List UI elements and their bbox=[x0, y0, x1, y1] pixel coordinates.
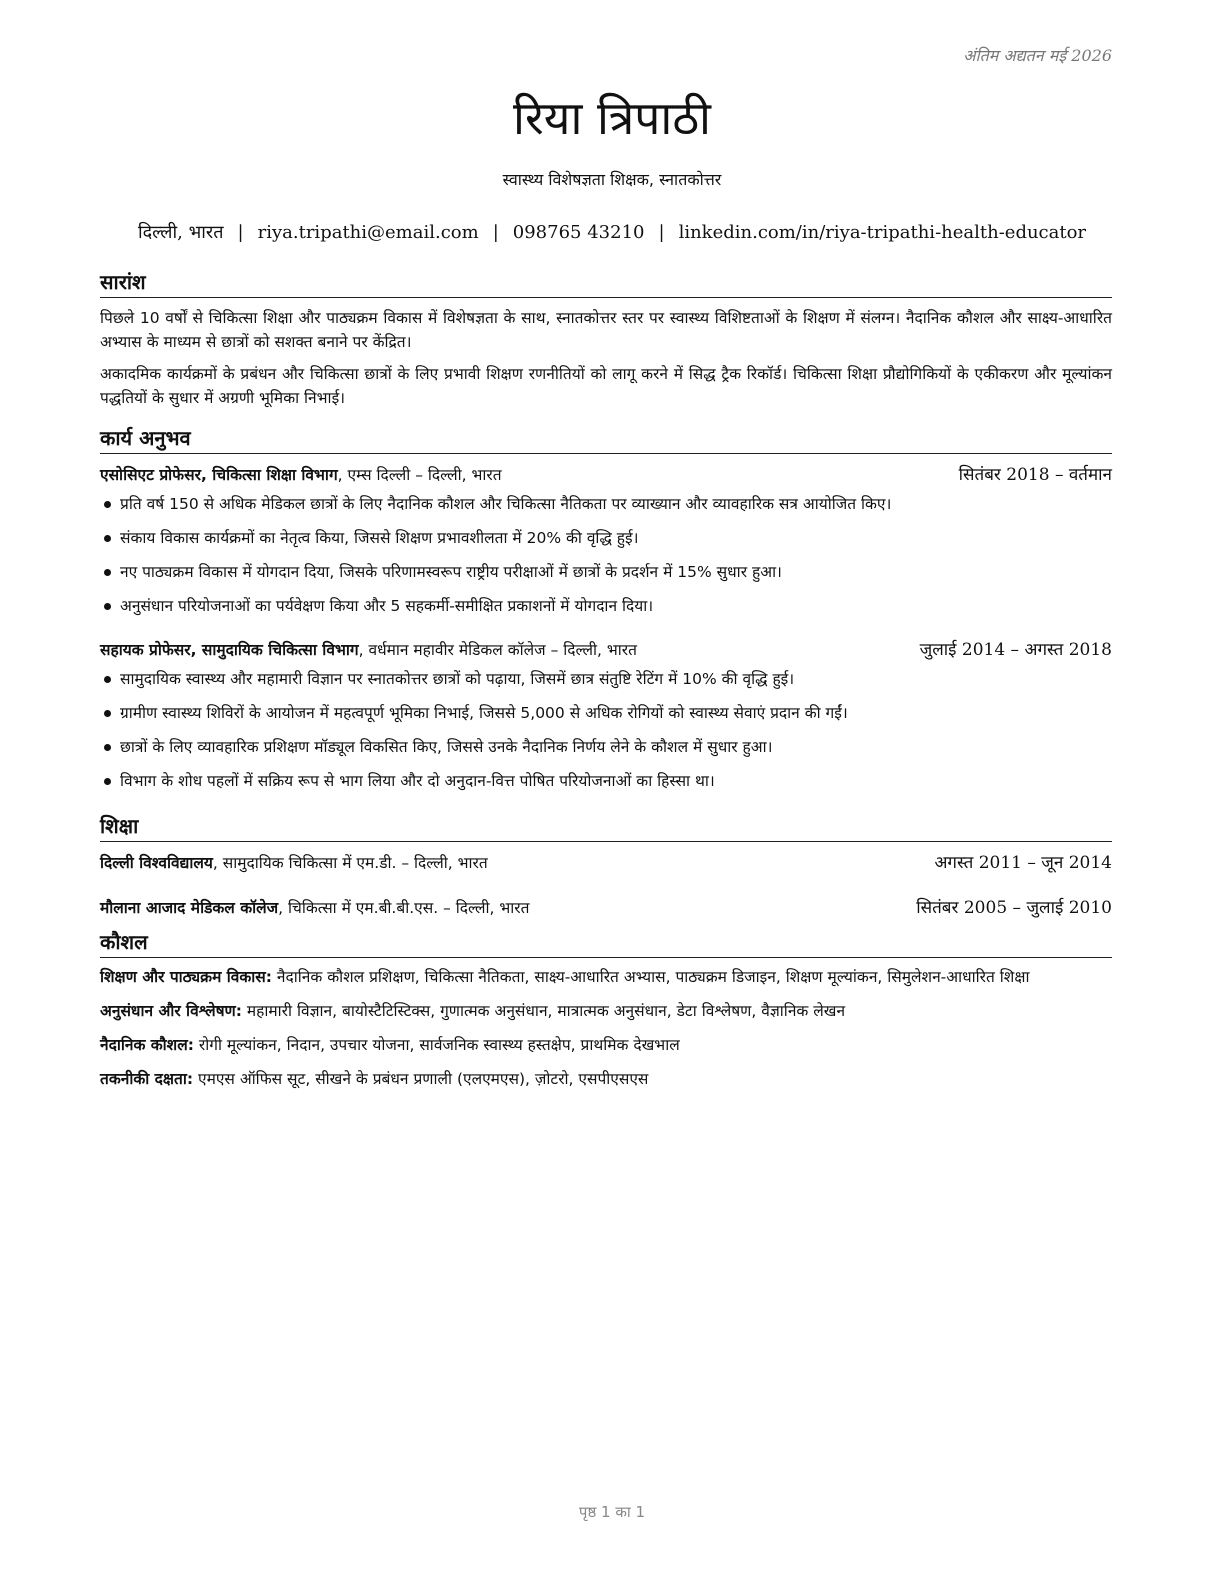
bullet-text: विभाग के शोध पहलों में सक्रिय रूप से भाग लिया और दो अनुदान-वित्त पोषित परियोजनाओं का हिस्सा था। bbox=[120, 772, 715, 790]
job-bullets bbox=[100, 487, 1112, 623]
list-item bbox=[100, 521, 1112, 555]
education-school: दिल्ली विश्वविद्यालय bbox=[100, 854, 213, 872]
education-school: मौलाना आजाद मेडिकल कॉलेज bbox=[100, 899, 279, 917]
skill-line bbox=[100, 1068, 1112, 1090]
job-title: सहायक प्रोफेसर, सामुदायिक चिकित्सा विभाग bbox=[100, 641, 359, 659]
job-dates: सितंबर 2018 – वर्तमान bbox=[958, 465, 1112, 485]
education-row bbox=[100, 850, 1112, 873]
job-title-line bbox=[100, 463, 502, 485]
skill-label: शिक्षण और पाठ्यक्रम विकास: bbox=[100, 968, 272, 986]
bullet-icon bbox=[104, 778, 111, 785]
resume-content bbox=[100, 268, 1112, 1102]
separator: | bbox=[492, 222, 499, 243]
contact-location: दिल्ली, भारत bbox=[137, 222, 224, 243]
education-line bbox=[100, 896, 529, 918]
skill-label: तकनीकी दक्षता: bbox=[100, 1070, 194, 1088]
education-detail: , चिकित्सा में एम.बी.बी.एस. – दिल्ली, भारत bbox=[278, 899, 530, 917]
contact-line bbox=[0, 220, 1224, 244]
bullet-icon bbox=[104, 569, 111, 576]
contact-linkedin[interactable]: linkedin.com/in/riya-tripathi-health-educator bbox=[678, 222, 1087, 243]
job-header bbox=[100, 462, 1112, 485]
job-org: , एम्स दिल्ली – दिल्ली, भारत bbox=[337, 466, 502, 484]
list-item bbox=[100, 696, 1112, 730]
job-title-line bbox=[100, 638, 637, 660]
bullet-text: ग्रामीण स्वास्थ्य शिविरों के आयोजन में महत्वपूर्ण भूमिका निभाई, जिससे 5,000 से अधिक रोगियों को स्वास्थ्य सेवाएं प्रदान की गईं। bbox=[120, 704, 848, 722]
headline: स्वास्थ्य विशेषज्ञता शिक्षक, स्नातकोत्तर bbox=[502, 170, 722, 189]
list-item bbox=[100, 589, 1112, 623]
bullet-icon bbox=[104, 501, 111, 508]
bullet-icon bbox=[104, 676, 111, 683]
section-heading-summary: सारांश bbox=[100, 268, 1112, 298]
separator: | bbox=[658, 222, 665, 243]
list-item bbox=[100, 662, 1112, 696]
bullet-text: संकाय विकास कार्यक्रमों का नेतृत्व किया, जिससे शिक्षण प्रभावशीलता में 20% की वृद्धि हुई। bbox=[120, 529, 639, 547]
skill-line bbox=[100, 1000, 1112, 1022]
contact-email[interactable]: riya.tripathi@email.com bbox=[257, 222, 479, 243]
section-heading-experience: कार्य अनुभव bbox=[100, 424, 1112, 454]
skill-label: अनुसंधान और विश्लेषण: bbox=[100, 1002, 242, 1020]
skill-value: नैदानिक कौशल प्रशिक्षण, चिकित्सा नैतिकता, साक्ष्य-आधारित अभ्यास, पाठ्यक्रम डिजाइन, शिक्षण मूल्यांकन, सिमुलेशन-आधारित शिक्षा bbox=[271, 968, 1030, 986]
education-dates: अगस्त 2011 – जून 2014 bbox=[934, 853, 1112, 873]
bullet-icon bbox=[104, 710, 111, 717]
job-dates: जुलाई 2014 – अगस्त 2018 bbox=[919, 640, 1112, 660]
summary-paragraph: पिछले 10 वर्षों से चिकित्सा शिक्षा और पाठ्यक्रम विकास में विशेषज्ञता के साथ, स्नातकोत्तर स्तर पर स्वास्थ्य विशिष्टताओं के शिक्षण में संलग्न। नैदानिक कौशल और साक्ष्य-आधारित अभ्यास के माध्यम से छात्रों को सशक्त बनाने पर केंद्रित। bbox=[100, 309, 1112, 351]
bullet-text: नए पाठ्यक्रम विकास में योगदान दिया, जिसके परिणामस्वरूप राष्ट्रीय परीक्षाओं में छात्रों के प्रदर्शन में 15% सुधार हुआ। bbox=[120, 563, 782, 581]
bullet-icon bbox=[104, 535, 111, 542]
candidate-name: रिया त्रिपाठी bbox=[513, 91, 711, 145]
contact-phone: 098765 43210 bbox=[512, 222, 645, 243]
page-number: पृष्ठ 1 का 1 bbox=[578, 1503, 646, 1521]
job-bullets bbox=[100, 662, 1112, 798]
job-title: एसोसिएट प्रोफेसर, चिकित्सा शिक्षा विभाग bbox=[100, 466, 338, 484]
skill-value: महामारी विज्ञान, बायोस्टैटिस्टिक्स, गुणात्मक अनुसंधान, मात्रात्मक अनुसंधान, डेटा विश्लेषण, वैज्ञानिक लेखन bbox=[241, 1002, 846, 1020]
list-item bbox=[100, 487, 1112, 521]
job-header bbox=[100, 637, 1112, 660]
education-row bbox=[100, 895, 1112, 918]
education-line bbox=[100, 851, 488, 873]
section-heading-skills: कौशल bbox=[100, 928, 1112, 958]
skill-line bbox=[100, 1034, 1112, 1056]
list-item bbox=[100, 764, 1112, 798]
skill-value: रोगी मूल्यांकन, निदान, उपचार योजना, सार्वजनिक स्वास्थ्य हस्तक्षेप, प्राथमिक देखभाल bbox=[193, 1036, 680, 1054]
section-heading-education: शिक्षा bbox=[100, 812, 1112, 842]
skill-value: एमएस ऑफिस सूट, सीखने के प्रबंधन प्रणाली (एलएमएस), ज़ोटरो, एसपीएसएस bbox=[193, 1070, 649, 1088]
education-detail: , सामुदायिक चिकित्सा में एम.डी. – दिल्ली, भारत bbox=[212, 854, 488, 872]
job-org: , वर्धमान महावीर मेडिकल कॉलेज – दिल्ली, भारत bbox=[358, 641, 637, 659]
bullet-icon bbox=[104, 603, 111, 610]
last-updated: अंतिम अद्यतन मई 2026 bbox=[963, 46, 1112, 65]
skill-label: नैदानिक कौशल: bbox=[100, 1036, 194, 1054]
skill-line bbox=[100, 966, 1112, 988]
bullet-text: सामुदायिक स्वास्थ्य और महामारी विज्ञान पर स्नातकोत्तर छात्रों को पढ़ाया, जिसमें छात्र संतुष्टि रेटिंग में 10% की वृद्धि हुई। bbox=[120, 670, 795, 688]
list-item bbox=[100, 555, 1112, 589]
bullet-icon bbox=[104, 744, 111, 751]
list-item bbox=[100, 730, 1112, 764]
bullet-text: प्रति वर्ष 150 से अधिक मेडिकल छात्रों के लिए नैदानिक कौशल और चिकित्सा नैतिकता पर व्याख्यान और व्यावहारिक सत्र आयोजित किए। bbox=[120, 495, 892, 513]
summary-paragraph: अकादमिक कार्यक्रमों के प्रबंधन और चिकित्सा छात्रों के लिए प्रभावी शिक्षण रणनीतियों को लागू करने में सिद्ध ट्रैक रिकॉर्ड। चिकित्सा शिक्षा प्रौद्योगिकियों के एकीकरण और मूल्यांकन पद्धतियों के सुधार में अग्रणी भूमिका निभाई। bbox=[100, 365, 1112, 407]
bullet-text: अनुसंधान परियोजनाओं का पर्यवेक्षण किया और 5 सहकर्मी-समीक्षित प्रकाशनों में योगदान दिया। bbox=[120, 597, 654, 615]
education-dates: सितंबर 2005 – जुलाई 2010 bbox=[916, 898, 1112, 918]
bullet-text: छात्रों के लिए व्यावहारिक प्रशिक्षण मॉड्यूल विकसित किए, जिससे उनके नैदानिक निर्णय लेने के कौशल में सुधार हुआ। bbox=[120, 738, 773, 756]
separator: | bbox=[237, 222, 244, 243]
